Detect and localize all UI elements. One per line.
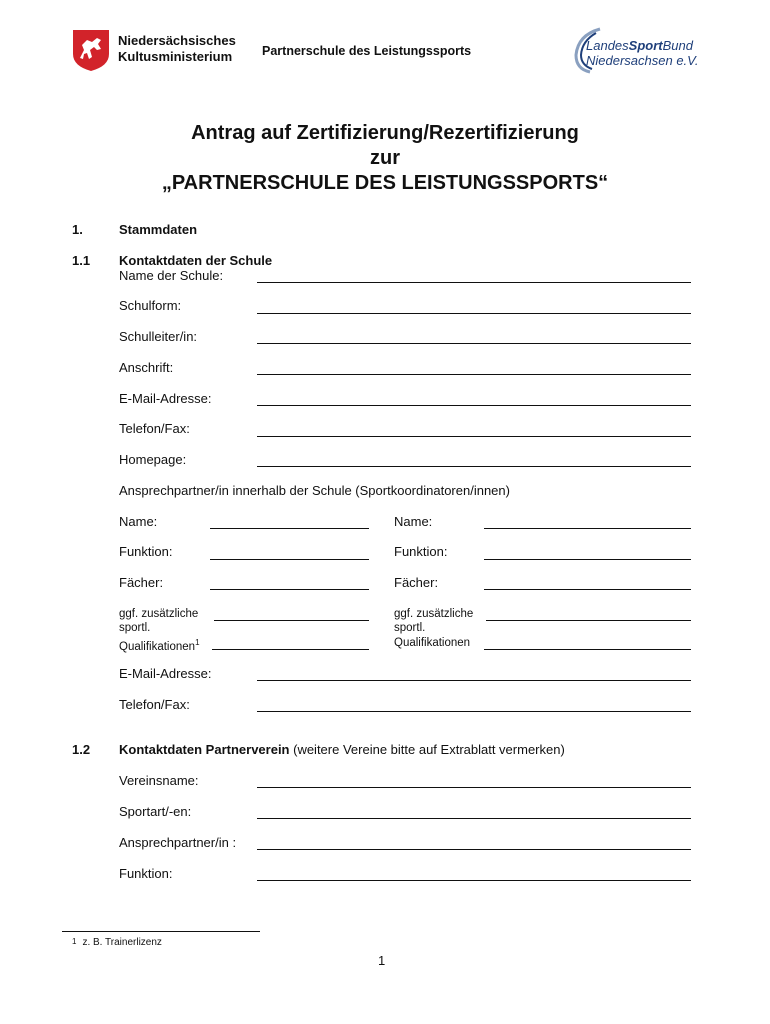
ministry-line-2: Kultusministerium (118, 49, 233, 64)
section-1-1-title: Kontaktdaten der Schule (119, 253, 273, 268)
section-1-title: Stammdaten (119, 222, 198, 237)
contact-email-line[interactable] (257, 680, 691, 681)
section-1-2-title-bold: Kontaktdaten Partnerverein (119, 742, 290, 757)
lsb-word-1: Landes (586, 38, 629, 53)
lsb-line-2: Niedersachsen e.V. (586, 53, 699, 68)
footnote (72, 937, 162, 948)
header-title: Partnerschule des Leistungssports (262, 44, 472, 58)
section-1-1-number: 1.1 (72, 253, 91, 268)
contact-left-subjects-label: Fächer: (119, 575, 164, 590)
qual-left-line-1[interactable] (214, 620, 369, 621)
ministry-line-1: Niedersächsisches (118, 33, 236, 48)
field-line-principal[interactable] (257, 343, 691, 344)
section-1-2-number: 1.2 (72, 742, 91, 757)
footnote-text: z. B. Trainerlizenz (82, 937, 162, 948)
field-line-school-name[interactable] (257, 282, 691, 283)
field-line-email[interactable] (257, 405, 691, 406)
qual-right-line-3[interactable] (484, 649, 691, 650)
contact-heading: Ansprechpartner/in innerhalb der Schule (Sportkoordinatoren/innen) (119, 483, 510, 498)
contact-right-function-line[interactable] (484, 559, 691, 560)
title-line-2: zur (370, 147, 400, 169)
field-label-principal: Schulleiter/in: (119, 329, 198, 344)
ministry-name (118, 33, 236, 65)
field-label-phone: Telefon/Fax: (119, 421, 190, 436)
field-line-school-type[interactable] (257, 313, 691, 314)
qual-right-line-1[interactable] (486, 620, 691, 621)
field-label-email: E-Mail-Adresse: (119, 391, 212, 406)
footnote-mark: 1 (72, 937, 77, 946)
field-line-phone[interactable] (257, 436, 691, 437)
page-number: 1 (378, 953, 386, 968)
qual-left-line-3-label (119, 636, 200, 654)
footnote-divider (62, 931, 260, 932)
section-1-2-title (119, 742, 565, 757)
club-name-line[interactable] (257, 787, 691, 788)
qual-right-line-2-label: sportl. (394, 622, 426, 634)
field-line-address[interactable] (257, 374, 691, 375)
qual-footnote-mark: 1 (195, 638, 200, 647)
club-sports-label: Sportart/-en: (119, 804, 192, 819)
field-line-homepage[interactable] (257, 466, 691, 467)
title-line-1: Antrag auf Zertifizierung/Rezertifizierung (191, 122, 579, 144)
contact-right-subjects-line[interactable] (484, 589, 691, 590)
contact-left-subjects-line[interactable] (210, 589, 369, 590)
contact-phone-label: Telefon/Fax: (119, 697, 190, 712)
lsb-word-2: Sport (628, 38, 663, 53)
field-label-address: Anschrift: (119, 360, 174, 375)
title-line-3: „PARTNERSCHULE DES LEISTUNGSSPORTS“ (161, 172, 609, 194)
contact-right-function-label: Funktion: (394, 544, 448, 559)
club-contact-line[interactable] (257, 849, 691, 850)
qual-left-line-2-label: sportl. (119, 622, 151, 634)
lsb-name (586, 38, 699, 68)
contact-right-name-label: Name: (394, 514, 433, 529)
contact-left-function-label: Funktion: (119, 544, 173, 559)
lsb-word-3: Bund (662, 38, 693, 53)
lower-saxony-horse-icon (70, 28, 112, 72)
contact-left-name-line[interactable] (210, 528, 369, 529)
qual-right-line-3-label: Qualifikationen (394, 637, 471, 649)
field-label-school-type: Schulform: (119, 298, 182, 313)
contact-right-subjects-label: Fächer: (394, 575, 439, 590)
club-name-label: Vereinsname: (119, 773, 199, 788)
contact-left-name-label: Name: (119, 514, 158, 529)
field-label-homepage: Homepage: (119, 452, 187, 467)
qual-left-label-text: Qualifikationen (119, 640, 196, 653)
contact-phone-line[interactable] (257, 711, 691, 712)
club-sports-line[interactable] (257, 818, 691, 819)
section-1-2-title-note: (weitere Vereine bitte auf Extrablatt vermerken) (289, 742, 565, 757)
club-contact-label: Ansprechpartner/in : (119, 835, 237, 850)
section-1-number: 1. (72, 222, 83, 237)
qual-left-line-1-label: ggf. zusätzliche (119, 608, 199, 620)
qual-left-line-3[interactable] (212, 649, 369, 650)
contact-email-label: E-Mail-Adresse: (119, 666, 212, 681)
contact-right-name-line[interactable] (484, 528, 691, 529)
club-function-line[interactable] (257, 880, 691, 881)
club-function-label: Funktion: (119, 866, 173, 881)
field-label-school-name: Name der Schule: (119, 268, 224, 283)
contact-left-function-line[interactable] (210, 559, 369, 560)
qual-right-line-1-label: ggf. zusätzliche (394, 608, 474, 620)
